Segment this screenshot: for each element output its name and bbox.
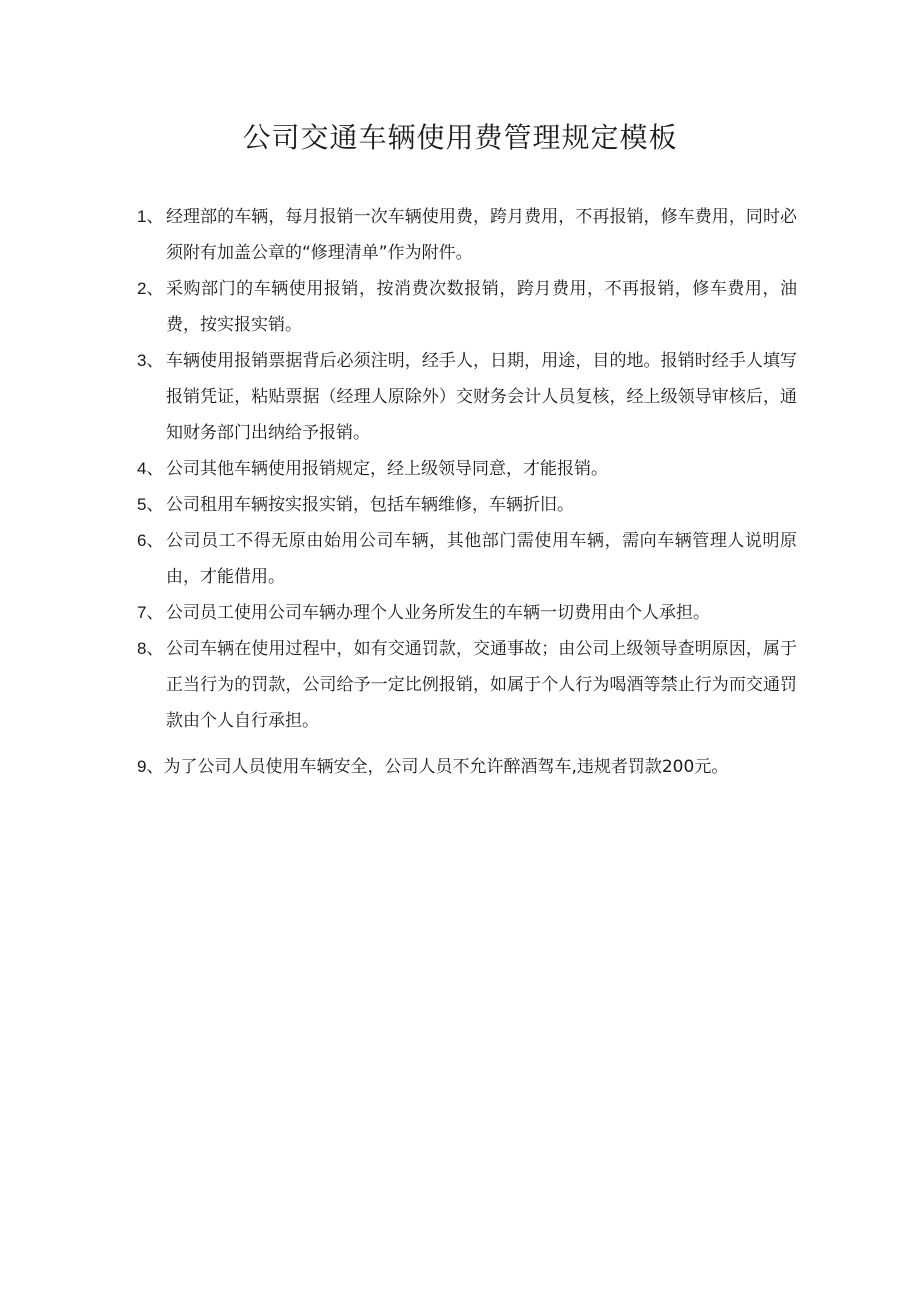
- item-number: 6、: [137, 531, 164, 550]
- item-number: 7、: [137, 603, 164, 622]
- item-text: 公司租用车辆按实报实销，包括车辆维修，车辆折旧。: [166, 495, 574, 515]
- list-item: [137, 451, 797, 487]
- rules-list: [137, 199, 797, 739]
- item-number: 1、: [137, 207, 164, 226]
- item-text: 采购部门的车辆使用报销，按消费次数报销，跨月费用，不再报销，修车费用，油费，按实报实销。: [166, 279, 797, 335]
- item-text: 公司员工不得无原由始用公司车辆，其他部门需使用车辆，需向车辆管理人说明原由，才能借用。: [166, 531, 797, 587]
- list-item: [137, 523, 797, 595]
- list-item: [137, 487, 797, 523]
- list-item: [137, 271, 797, 343]
- item-text: 公司员工使用公司车辆办理个人业务所发生的车辆一切费用由个人承担。: [166, 603, 710, 623]
- list-item: [137, 199, 797, 271]
- list-item: [137, 343, 797, 451]
- item-number: 5、: [137, 495, 164, 514]
- item-text: 为了公司人员使用车辆安全，公司人员不允许醉酒驾车,违规者罚款200元。: [163, 757, 729, 777]
- list-item-9: [137, 754, 777, 780]
- document-title: 公司交通车辆使用费管理规定模板: [242, 121, 678, 154]
- item-number: 4、: [137, 459, 164, 478]
- list-item: [137, 631, 797, 739]
- item-text: 公司车辆在使用过程中，如有交通罚款，交通事故；由公司上级领导查明原因，属于正当行为的罚款，公司给予一定比例报销，如属于个人行为喝酒等禁止行为而交通罚款由个人自行承担。: [166, 639, 797, 731]
- item-text: 公司其他车辆使用报销规定，经上级领导同意，才能报销。: [166, 459, 608, 479]
- list-item: [137, 595, 797, 631]
- item-number: 3、: [137, 351, 164, 370]
- item-number: 9、: [137, 757, 164, 776]
- item-text: 经理部的车辆，每月报销一次车辆使用费，跨月费用，不再报销，修车费用，同时必须附有加盖公章的“修理清单”作为附件。: [166, 207, 797, 263]
- item-number: 2、: [137, 279, 164, 298]
- item-text: 车辆使用报销票据背后必须注明，经手人，日期，用途，目的地。报销时经手人填写报销凭证，粘贴票据（经理人原除外）交财务会计人员复核，经上级领导审核后，通知财务部门出纳给予报销。: [166, 351, 797, 443]
- item-number: 8、: [137, 639, 164, 658]
